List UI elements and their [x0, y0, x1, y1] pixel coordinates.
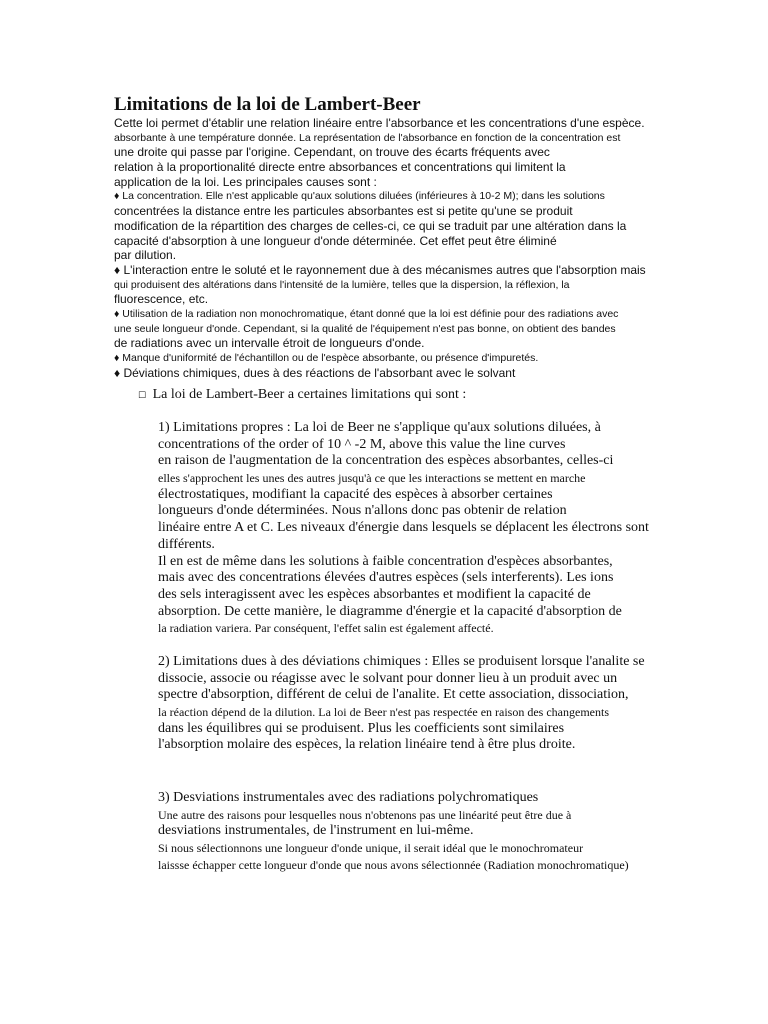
- intro-line: application de la loi. Les principales causes sont :: [114, 174, 377, 189]
- section-line: desviations instrumentales, de l'instrument en lui-même.: [158, 823, 474, 839]
- checkbox-bullet-icon: ☐: [138, 391, 147, 401]
- intro-line: une droite qui passe par l'origine. Cependant, on trouve des écarts fréquents avec: [114, 145, 550, 160]
- intro-paragraph: [114, 116, 674, 380]
- section-line: laissse échapper cette longueur d'onde que nous avons sélectionnée (Radiation monochromatique): [158, 857, 629, 872]
- intro-line: qui produisent des altérations dans l'intensité de la lumière, telles que la dispersion, la réflexion, la: [114, 278, 570, 291]
- section-line: différents.: [158, 536, 215, 552]
- section-line: 1) Limitations propres : La loi de Beer ne s'applique qu'aux solutions diluées, à: [158, 420, 601, 435]
- section-deviations-chimiques: [158, 654, 645, 754]
- bullet-text: La loi de Lambert-Beer a certaines limitations qui sont :: [152, 387, 467, 402]
- section-line: l'absorption molaire des espèces, la relation linéaire tend à être plus droite.: [158, 737, 576, 753]
- section-line: absorption. De cette manière, le diagramme d'énergie et la capacité d'absorption de: [158, 603, 622, 619]
- intro-line: ♦ Manque d'uniformité de l'échantillon ou de l'espèce absorbante, ou présence d'impuretés.: [114, 352, 539, 364]
- intro-line: fluorescence, etc.: [114, 292, 209, 307]
- section-line: linéaire entre A et C. Les niveaux d'énergie dans lesquels se déplacent les électrons sont: [158, 520, 649, 536]
- section-line: Si nous sélectionnons une longueur d'onde unique, il serait idéal que le monochromateur: [158, 841, 584, 856]
- intro-line: relation à la proportionalité directe entre absorbances et concentrations qui limitent la: [114, 160, 566, 175]
- intro-line: ♦ Déviations chimiques, dues à des réactions de l'absorbant avec le solvant: [114, 365, 516, 380]
- intro-line: ♦ L'interaction entre le soluté et le rayonnement due à des mécanismes autres que l'absorption mais: [114, 262, 646, 277]
- section-line: 3) Desviations instrumentales avec des radiations polychromatiques: [158, 790, 539, 805]
- section-limitations-propres: [158, 420, 649, 637]
- intro-line: de radiations avec un intervalle étroit de longueurs d'onde.: [114, 336, 425, 351]
- section-line: Il en est de même dans les solutions à faible concentration d'espèces absorbantes,: [158, 553, 613, 569]
- intro-line: ♦ Utilisation de la radiation non monochromatique, étant donné que la loi est définie pour des radiations avec: [114, 307, 619, 320]
- section-line: 2) Limitations dues à des déviations chimiques : Elles se produisent lorsque l'analite se: [158, 654, 645, 669]
- section-line: la réaction dépend de la dilution. La loi de Beer n'est pas respectée en raison des changements: [158, 705, 609, 720]
- intro-line: absorbante à une température donnée. La représentation de l'absorbance en fonction de la concentration est: [114, 131, 621, 144]
- section-line: concentrations of the order of 10 ^ -2 M, above this value the line curves: [158, 436, 566, 452]
- section-line: Une autre des raisons pour lesquelles nous n'obtenons pas une linéarité peut être due à: [158, 807, 572, 822]
- section-deviations-instrumentales: [158, 790, 629, 873]
- section-line: elles s'approchent les unes des autres jusqu'à ce que les interactions se mettent en marche: [158, 471, 586, 486]
- intro-line: Cette loi permet d'établir une relation linéaire entre l'absorbance et les concentrations d'une espèce.: [114, 116, 645, 130]
- intro-line: modification de la répartition des charges de celles-ci, ce qui se traduit par une altération dans la: [114, 218, 627, 233]
- limitations-bullet: [138, 386, 698, 405]
- section-line: la radiation variera. Par conséquent, l'effet salin est également affecté.: [158, 621, 494, 636]
- section-line: dissocie, associe ou réagisse avec le solvant pour donner lieu à un produit avec un: [158, 670, 618, 686]
- section-line: électrostatiques, modifiant la capacité des espèces à absorber certaines: [158, 486, 553, 502]
- section-line: dans les équilibres qui se produisent. Plus les coefficients sont similaires: [158, 720, 565, 736]
- section-line: en raison de l'augmentation de la concentration des espèces absorbantes, celles-ci: [158, 453, 614, 469]
- section-line: des sels interagissent avec les espèces absorbantes et modifient la capacité de: [158, 586, 591, 602]
- section-line: mais avec des concentrations élevées d'autres espèces (sels interferents). Les ions: [158, 570, 614, 586]
- intro-line: une seule longueur d'onde. Cependant, si la qualité de l'équipement n'est pas bonne, on obtient des bandes: [114, 322, 616, 335]
- intro-line: concentrées la distance entre les particules absorbantes est si petite qu'une se produit: [114, 204, 573, 219]
- document-title: Limitations de la loi de Lambert-Beer: [114, 94, 421, 115]
- section-line: spectre d'absorption, différent de celui de l'analite. Et cette association, dissociation,: [158, 687, 629, 703]
- intro-line: capacité d'absorption à une longueur d'onde déterminée. Cet effet peut être éliminé: [114, 233, 557, 248]
- section-line: longueurs d'onde déterminées. Nous n'allons donc pas obtenir de relation: [158, 503, 567, 519]
- intro-line: par dilution.: [114, 248, 177, 263]
- intro-line: ♦ La concentration. Elle n'est applicable qu'aux solutions diluées (inférieures à 10-2 M); dans les solutions: [114, 190, 605, 203]
